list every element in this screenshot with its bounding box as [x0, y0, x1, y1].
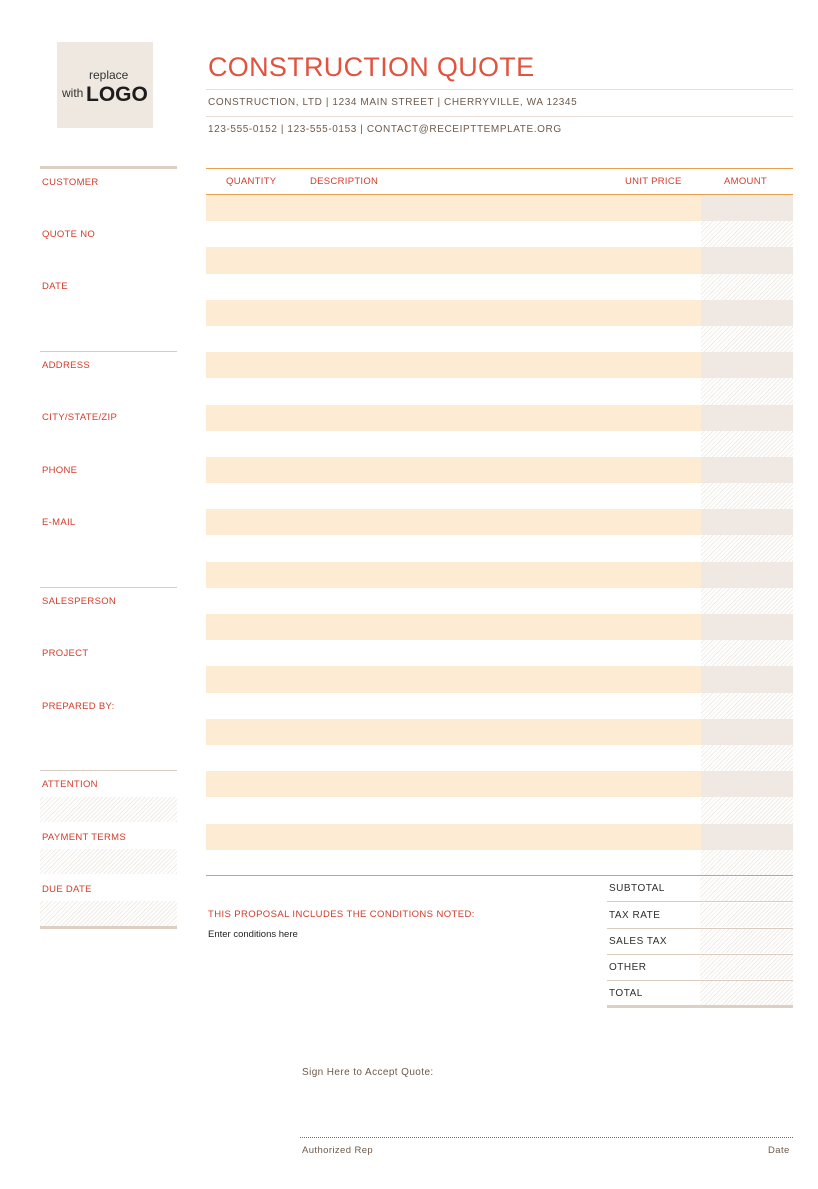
tax-rate-label: TAX RATE: [609, 910, 661, 921]
row-amount-cell[interactable]: [701, 457, 793, 483]
totals-divider: [607, 901, 793, 902]
row-item-cell[interactable]: [206, 535, 701, 561]
table-row[interactable]: [206, 562, 793, 588]
subtotal-label: SUBTOTAL: [609, 883, 665, 894]
other-label: OTHER: [609, 962, 647, 973]
row-amount-cell[interactable]: [701, 509, 793, 535]
row-amount-cell[interactable]: [701, 771, 793, 797]
date-label[interactable]: DATE: [42, 281, 68, 292]
table-row[interactable]: [206, 614, 793, 640]
table-row[interactable]: [206, 693, 793, 719]
logo-text-with: with: [62, 86, 84, 100]
row-amount-cell[interactable]: [701, 535, 793, 561]
row-amount-cell[interactable]: [701, 378, 793, 404]
row-amount-cell[interactable]: [701, 405, 793, 431]
table-row[interactable]: [206, 850, 793, 876]
row-amount-cell[interactable]: [701, 483, 793, 509]
row-item-cell[interactable]: [206, 326, 701, 352]
authorized-rep-label: Authorized Rep: [302, 1145, 374, 1156]
table-row[interactable]: [206, 326, 793, 352]
left-panel-divider: [40, 587, 177, 588]
signature-line[interactable]: [300, 1137, 793, 1138]
totals-bottom-rule: [607, 1005, 793, 1008]
table-row[interactable]: [206, 535, 793, 561]
row-item-cell[interactable]: [206, 431, 701, 457]
logo-placeholder[interactable]: [57, 42, 153, 128]
row-item-cell[interactable]: [206, 221, 701, 247]
address-label[interactable]: ADDRESS: [42, 360, 91, 371]
row-item-cell[interactable]: [206, 509, 701, 535]
row-item-cell[interactable]: [206, 719, 701, 745]
table-row[interactable]: [206, 509, 793, 535]
unit-price-header: UNIT PRICE: [625, 176, 682, 187]
page-title: CONSTRUCTION QUOTE: [208, 52, 535, 82]
city-state-zip-label[interactable]: CITY/STATE/ZIP: [42, 412, 118, 423]
table-row[interactable]: [206, 771, 793, 797]
line-items-table: [206, 195, 793, 876]
project-label[interactable]: PROJECT: [42, 648, 89, 659]
customer-label[interactable]: CUSTOMER: [42, 177, 99, 188]
table-bottom-rule: [206, 875, 793, 876]
table-row[interactable]: [206, 195, 793, 221]
row-amount-cell[interactable]: [701, 824, 793, 850]
row-item-cell[interactable]: [206, 666, 701, 692]
table-row[interactable]: [206, 719, 793, 745]
sales-tax-value[interactable]: [700, 929, 793, 953]
table-header-top-rule: [206, 168, 793, 169]
tax-rate-value[interactable]: [700, 903, 793, 927]
row-amount-cell[interactable]: [701, 588, 793, 614]
due-date-field[interactable]: [40, 901, 177, 926]
row-amount-cell[interactable]: [701, 247, 793, 273]
salesperson-label[interactable]: SALESPERSON: [42, 596, 117, 607]
company-contact: 123-555-0152 | 123-555-0153 | CONTACT@RECEIPTTEMPLATE.ORG: [208, 124, 562, 135]
attention-label: ATTENTION: [42, 779, 98, 790]
row-amount-cell[interactable]: [701, 797, 793, 823]
row-item-cell[interactable]: [206, 195, 701, 221]
header-divider: [206, 116, 793, 117]
row-item-cell[interactable]: [206, 457, 701, 483]
row-item-cell[interactable]: [206, 640, 701, 666]
left-panel-divider: [40, 770, 177, 771]
row-item-cell[interactable]: [206, 850, 701, 876]
table-row[interactable]: [206, 247, 793, 273]
table-row[interactable]: [206, 300, 793, 326]
payment-terms-field[interactable]: [40, 849, 177, 874]
row-item-cell[interactable]: [206, 247, 701, 273]
row-item-cell[interactable]: [206, 483, 701, 509]
due-date-label: DUE DATE: [42, 884, 92, 895]
row-item-cell[interactable]: [206, 274, 701, 300]
sales-tax-label: SALES TAX: [609, 936, 668, 947]
row-amount-cell[interactable]: [701, 221, 793, 247]
row-item-cell[interactable]: [206, 797, 701, 823]
row-amount-cell[interactable]: [701, 693, 793, 719]
payment-terms-label: PAYMENT TERMS: [42, 832, 126, 843]
table-row[interactable]: [206, 483, 793, 509]
email-label[interactable]: E-MAIL: [42, 517, 76, 528]
row-item-cell[interactable]: [206, 588, 701, 614]
table-row[interactable]: [206, 274, 793, 300]
conditions-label: THIS PROPOSAL INCLUDES THE CONDITIONS NOTED:: [208, 909, 475, 920]
table-row[interactable]: [206, 352, 793, 378]
table-row[interactable]: [206, 640, 793, 666]
table-row[interactable]: [206, 797, 793, 823]
row-amount-cell[interactable]: [701, 352, 793, 378]
left-panel-bottom-rule: [40, 926, 177, 929]
left-panel-top-rule: [40, 166, 177, 169]
total-label: TOTAL: [609, 988, 643, 999]
company-address: CONSTRUCTION, LTD | 1234 MAIN STREET | CHERRYVILLE, WA 12345: [208, 97, 578, 108]
subtotal-value[interactable]: [700, 877, 793, 901]
row-amount-cell[interactable]: [701, 614, 793, 640]
row-item-cell[interactable]: [206, 693, 701, 719]
row-amount-cell[interactable]: [701, 326, 793, 352]
row-amount-cell[interactable]: [701, 640, 793, 666]
row-amount-cell[interactable]: [701, 719, 793, 745]
row-item-cell[interactable]: [206, 771, 701, 797]
row-amount-cell[interactable]: [701, 195, 793, 221]
table-row[interactable]: [206, 824, 793, 850]
left-panel-divider: [40, 351, 177, 352]
row-item-cell[interactable]: [206, 745, 701, 771]
conditions-input[interactable]: Enter conditions here: [208, 929, 298, 940]
table-row[interactable]: [206, 457, 793, 483]
row-amount-cell[interactable]: [701, 666, 793, 692]
total-value[interactable]: [700, 981, 793, 1005]
row-item-cell[interactable]: [206, 405, 701, 431]
description-header: DESCRIPTION: [310, 176, 379, 187]
header-divider: [206, 89, 793, 90]
logo-text-logo: LOGO: [86, 83, 148, 106]
table-row[interactable]: [206, 745, 793, 771]
table-row[interactable]: [206, 405, 793, 431]
row-amount-cell[interactable]: [701, 274, 793, 300]
table-row[interactable]: [206, 588, 793, 614]
row-item-cell[interactable]: [206, 352, 701, 378]
table-row[interactable]: [206, 666, 793, 692]
row-amount-cell[interactable]: [701, 850, 793, 876]
other-value[interactable]: [700, 955, 793, 979]
phone-label[interactable]: PHONE: [42, 465, 78, 476]
row-item-cell[interactable]: [206, 562, 701, 588]
table-row[interactable]: [206, 221, 793, 247]
prepared-by-label[interactable]: PREPARED BY:: [42, 701, 115, 712]
table-row[interactable]: [206, 431, 793, 457]
table-row[interactable]: [206, 378, 793, 404]
quote-no-label[interactable]: QUOTE NO: [42, 229, 96, 240]
row-item-cell[interactable]: [206, 378, 701, 404]
row-amount-cell[interactable]: [701, 431, 793, 457]
row-amount-cell[interactable]: [701, 300, 793, 326]
attention-field[interactable]: [40, 797, 177, 822]
row-item-cell[interactable]: [206, 300, 701, 326]
signature-date-label: Date: [768, 1145, 790, 1156]
sign-prompt: Sign Here to Accept Quote:: [302, 1067, 434, 1078]
row-item-cell[interactable]: [206, 614, 701, 640]
row-item-cell[interactable]: [206, 824, 701, 850]
logo-text-replace: replace: [89, 68, 129, 82]
row-amount-cell[interactable]: [701, 562, 793, 588]
quantity-header: QUANTITY: [226, 176, 277, 187]
row-amount-cell[interactable]: [701, 745, 793, 771]
amount-header: AMOUNT: [724, 176, 767, 187]
